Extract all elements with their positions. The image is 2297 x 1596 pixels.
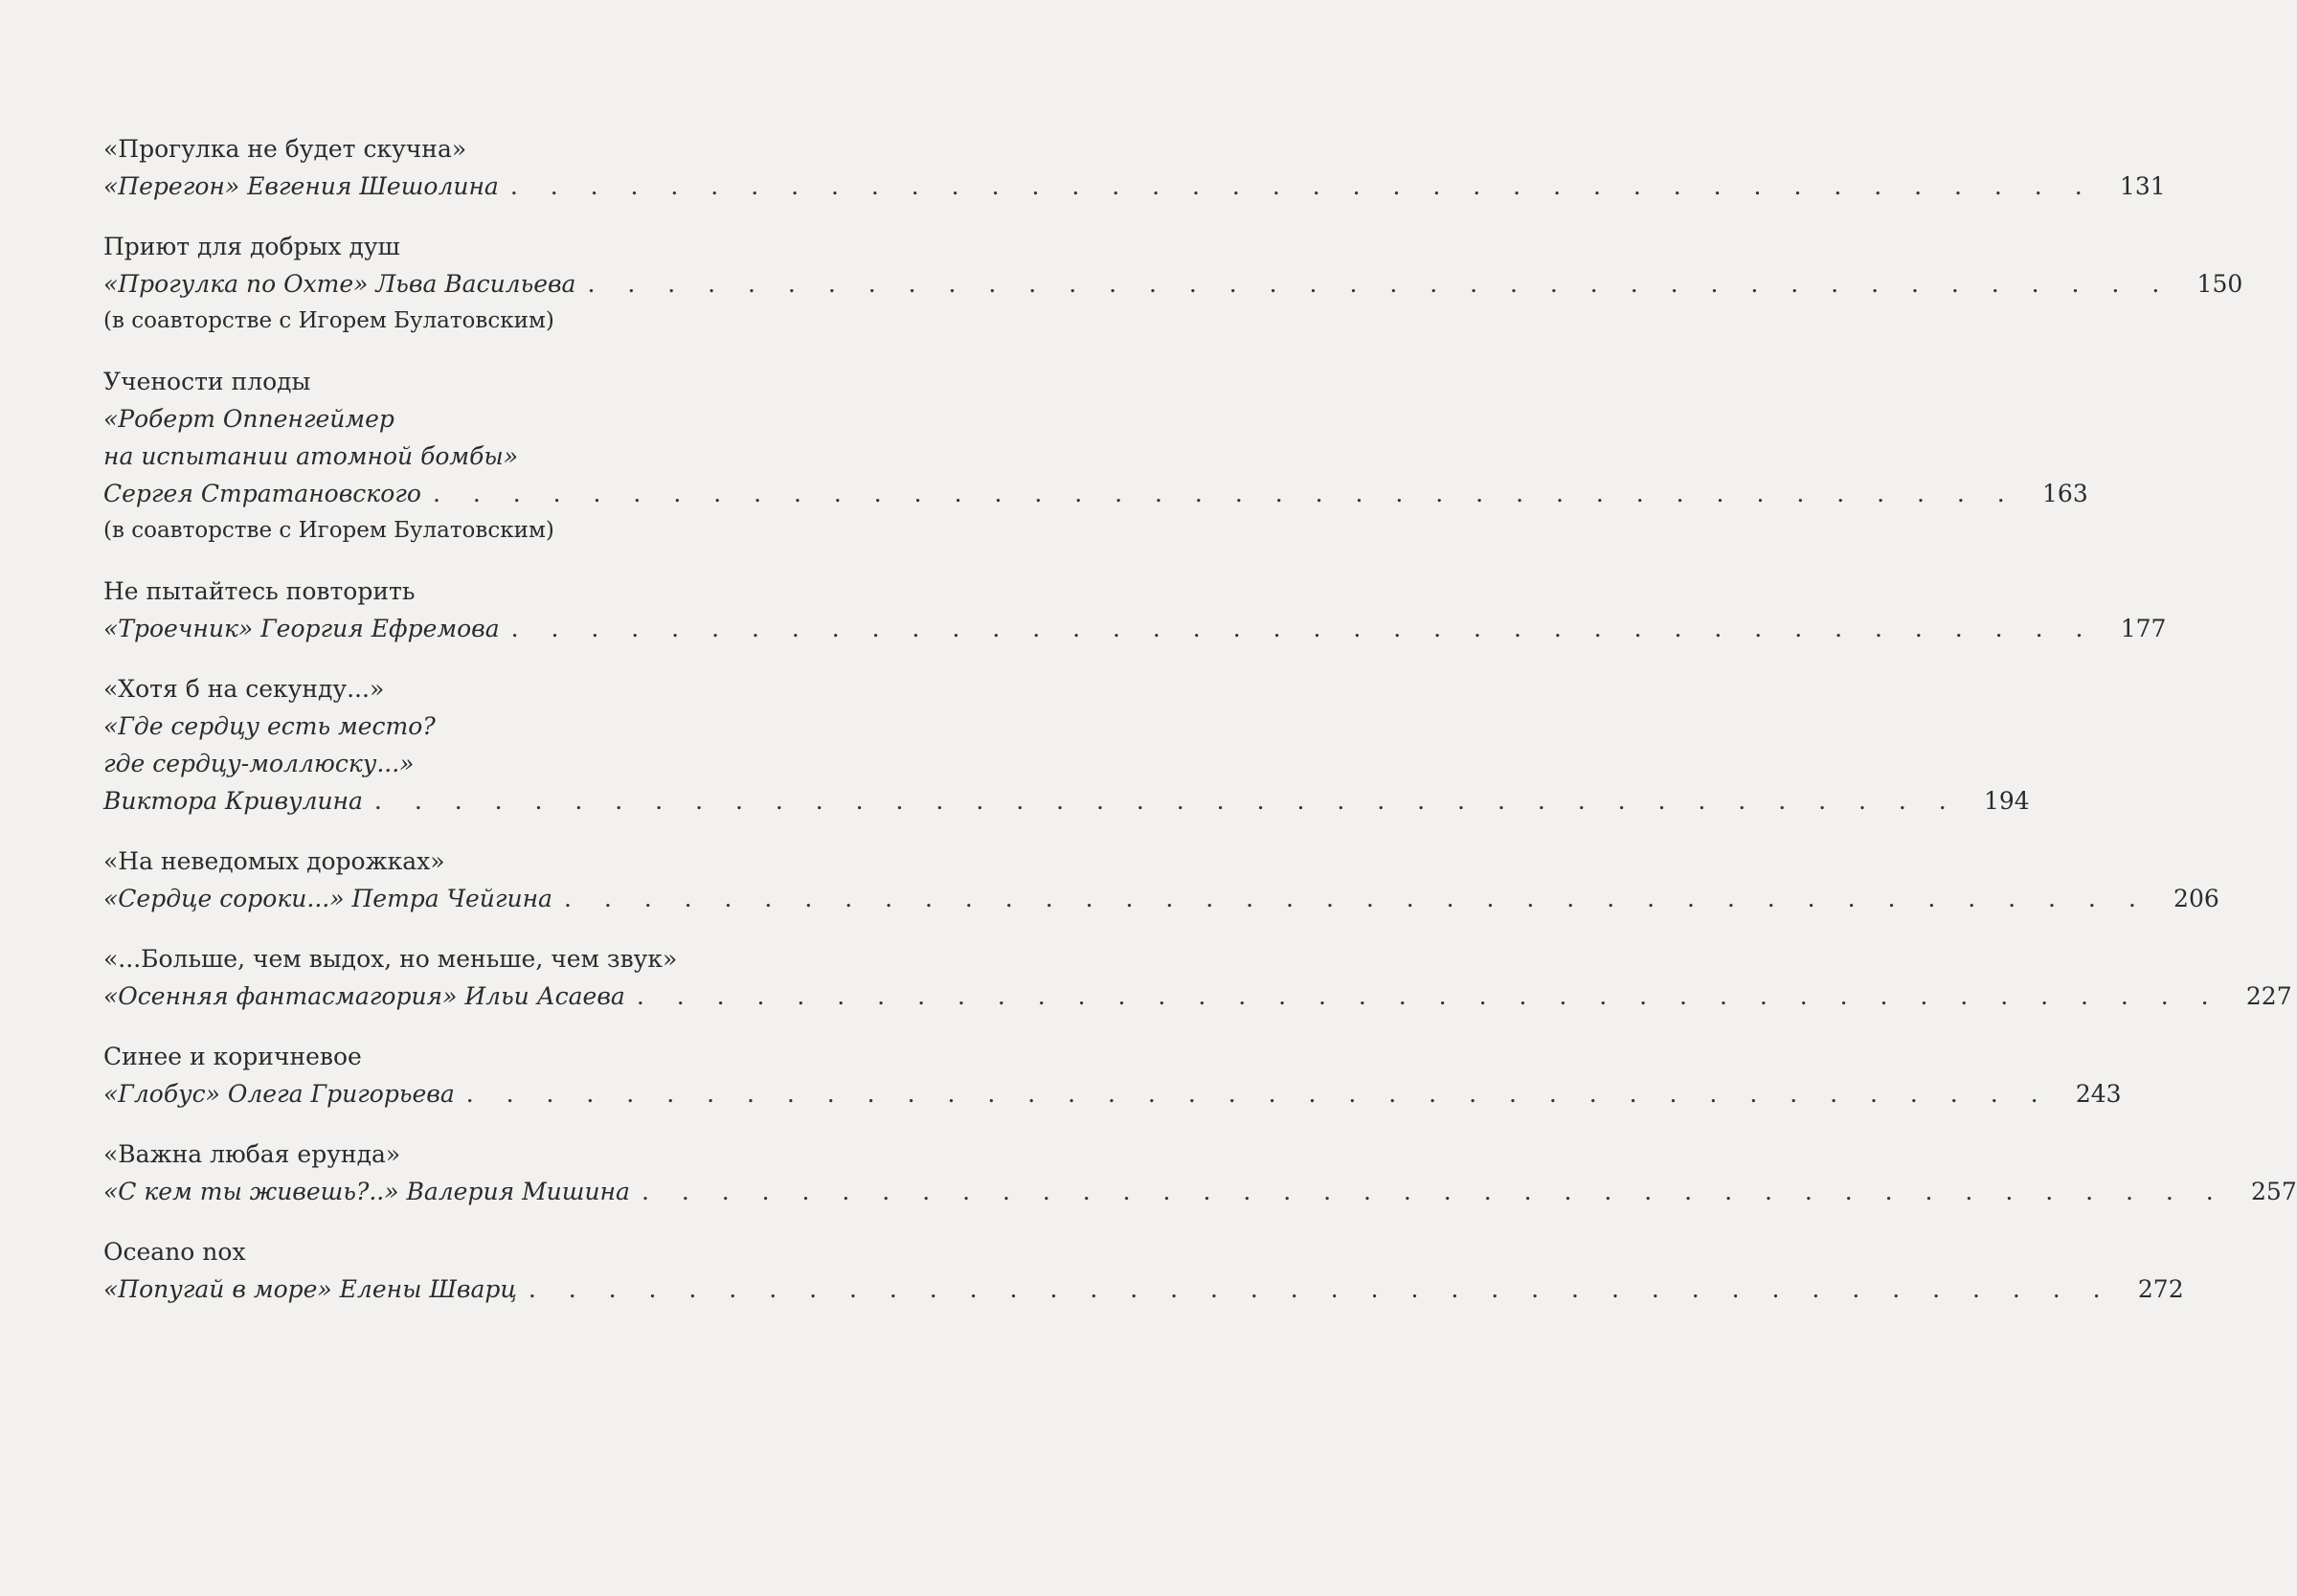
toc-entry-work: Сергея Стратановского (103, 480, 421, 507)
toc-entry-page-number: 206 (2173, 885, 2219, 912)
dot-leader: . . . . . . . . . . . . . . . . . . . . . . . . . . . . . . . . . . . . . . . . (510, 615, 2096, 642)
toc-entry-leader-line (103, 610, 2167, 647)
toc-entry-page-number: 150 (2196, 270, 2243, 298)
toc-entry-page-number: 194 (1984, 787, 2030, 815)
toc-entry-title: «Хотя б на секунду...» (103, 675, 385, 703)
dot-leader: . . . . . . . . . . . . . . . . . . . . . . . . . . . . . . . . . . . . . . . . (587, 270, 2173, 298)
toc-entry-leader-line (103, 1173, 2297, 1210)
toc-entry-title: «Важна любая ерунда» (103, 1140, 401, 1168)
toc-entry-subtitle-line: на испытании атомной бомбы» (103, 442, 519, 470)
toc-entry (103, 843, 2219, 917)
toc-entry-work: «Глобус» Олега Григорьева (103, 1080, 455, 1108)
toc-entry (103, 573, 2167, 647)
toc-entry-work: «Осенняя фантасмагория» Ильи Асаева (103, 982, 625, 1010)
toc-entry-title: «Прогулка не будет скучна» (103, 135, 467, 163)
toc-entry (103, 670, 2030, 820)
toc-entry-title: Приют для добрых душ (103, 233, 400, 260)
toc-entry-subtitle-line: «Роберт Оппенгеймер (103, 405, 394, 433)
toc-entry-work: «Сердце сороки...» Петра Чейгина (103, 885, 552, 912)
toc-entry-page-number: 227 (2245, 982, 2292, 1010)
toc-entry (103, 940, 2292, 1015)
toc-entry-leader-line (103, 880, 2219, 917)
toc-entry-page-number: 272 (2137, 1275, 2184, 1303)
toc-entry-page-number: 177 (2120, 615, 2167, 642)
toc-entry-page-number: 163 (2042, 480, 2088, 507)
dot-leader: . . . . . . . . . . . . . . . . . . . . . . . . . . . . . . . . . . . . . . . . (563, 885, 2149, 912)
toc-entry-note: (в соавторстве с Игорем Булатовским) (103, 518, 554, 543)
dot-leader: . . . . . . . . . . . . . . . . . . . . . . . . . . . . . . . . . . . . . . . . (528, 1275, 2113, 1303)
dot-leader: . . . . . . . . . . . . . . . . . . . . . . . . . . . . . . . . . . . . . . . . (465, 1080, 2051, 1108)
toc-entry-leader-line (103, 978, 2292, 1015)
dot-leader: . . . . . . . . . . . . . . . . . . . . . . . . . . . . . . . . . . . . . . . . (509, 172, 2095, 200)
toc-entry-work: «Попугай в море» Елены Шварц (103, 1275, 517, 1303)
toc-entry-leader-line (103, 168, 2166, 205)
toc-entry (103, 228, 2243, 340)
dot-leader: . . . . . . . . . . . . . . . . . . . . . . . . . . . . . . . . . . . . . . . . (641, 1178, 2226, 1205)
dot-leader: . . . . . . . . . . . . . . . . . . . . . . . . . . . . . . . . . . . . . . . . (636, 982, 2221, 1010)
toc-entry (103, 363, 2088, 550)
dot-leader: . . . . . . . . . . . . . . . . . . . . . . . . . . . . . . . . . . . . . . . . (432, 480, 2017, 507)
toc-entry-title: Учености плоды (103, 368, 311, 395)
toc-entry-work: «Перегон» Евгения Шешолина (103, 172, 499, 200)
table-of-contents (103, 130, 2297, 1331)
toc-entry (103, 1135, 2297, 1210)
toc-entry-page-number: 257 (2251, 1178, 2297, 1205)
toc-entry-page-number: 243 (2075, 1080, 2122, 1108)
toc-entry-work: «Прогулка по Охте» Льва Васильева (103, 270, 576, 298)
toc-entry-title: «...Больше, чем выдох, но меньше, чем звук» (103, 945, 678, 973)
toc-entry-title: Не пытайтесь повторить (103, 577, 416, 605)
toc-entry-subtitle-line: «Где сердцу есть место? (103, 712, 436, 740)
toc-entry (103, 130, 2166, 205)
toc-entry (103, 1038, 2122, 1113)
toc-entry-note: (в соавторстве с Игорем Булатовским) (103, 308, 554, 333)
toc-entry (103, 1233, 2184, 1308)
toc-entry-title: «На неведомых дорожках» (103, 847, 445, 875)
toc-entry-work: Виктора Кривулина (103, 787, 363, 815)
toc-entry-subtitle-line: где сердцу-моллюску...» (103, 750, 415, 777)
toc-entry-title: Oceano nox (103, 1238, 246, 1266)
toc-entry-leader-line (103, 1075, 2122, 1113)
toc-entry-leader-line (103, 782, 2030, 820)
toc-entry-work: «Троечник» Георгия Ефремова (103, 615, 500, 642)
dot-leader: . . . . . . . . . . . . . . . . . . . . . . . . . . . . . . . . . . . . . . . . (373, 787, 1959, 815)
toc-entry-page-number: 131 (2119, 172, 2166, 200)
toc-entry-title: Синее и коричневое (103, 1043, 362, 1070)
toc-entry-leader-line (103, 475, 2088, 512)
toc-entry-leader-line (103, 1270, 2184, 1308)
toc-entry-leader-line (103, 265, 2243, 303)
toc-entry-work: «С кем ты живешь?..» Валерия Мишина (103, 1178, 630, 1205)
